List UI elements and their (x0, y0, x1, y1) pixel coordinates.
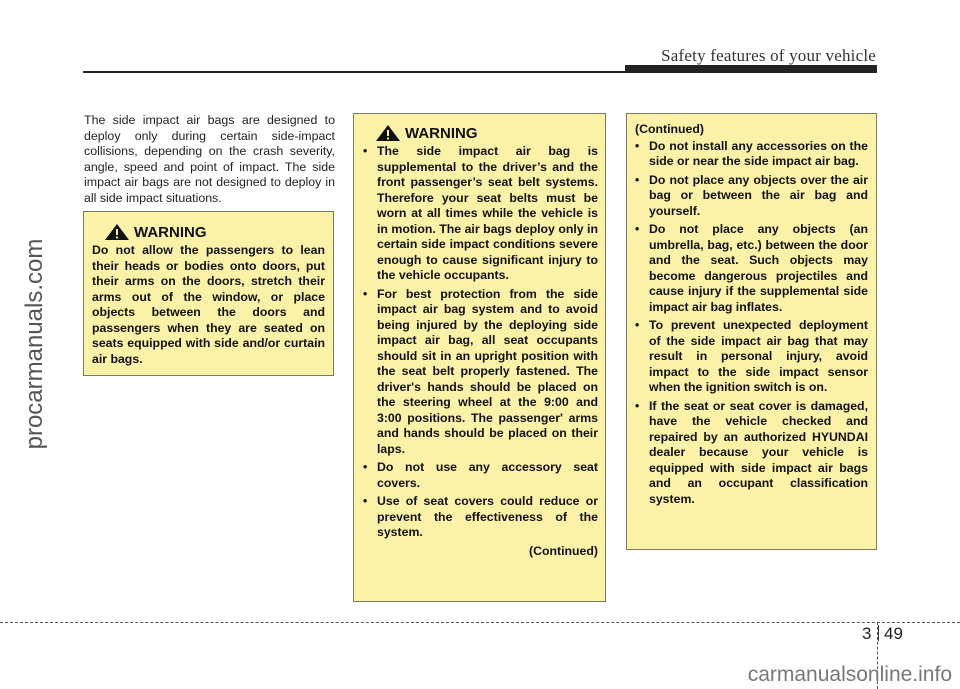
list-item (635, 222, 868, 315)
list-item-text: To prevent unexpected deployment of the side impact air bag that may result in personal injury, avoid impact to the side impact sensor when the ignition switch is on. (649, 318, 868, 394)
warning-text: Do not allow the passengers to lean their heads or bodies onto doors, put their arms on the doors, stretch their arms out of the window, or place objects between the doors and passengers when they are seated on seats equipped with side and/or curtain air bags. (92, 243, 325, 366)
bullet: • (635, 172, 640, 187)
list-item (635, 399, 868, 508)
warning-triangle-icon (104, 223, 130, 241)
list-item-text: Do not place any objects over the air bag or between the air bag and yourself. (649, 172, 868, 218)
footer-rule (0, 622, 960, 623)
warning-title: WARNING (405, 124, 478, 142)
warning-box-middle (353, 113, 606, 602)
list-item (363, 287, 598, 458)
bottom-watermark: carmanualsonline.info (747, 663, 952, 686)
list-item (635, 139, 868, 170)
list-item-text: Use of seat covers could reduce or prevent the effectiveness of the system. (377, 494, 598, 539)
warning-header (375, 124, 598, 142)
bullet: • (363, 460, 368, 474)
warning-box-right (626, 113, 877, 550)
continued-label: (Continued) (529, 543, 598, 558)
continued-label: (Continued) (635, 122, 704, 136)
page-number-divider (878, 625, 879, 641)
page-number: 49 (884, 624, 903, 643)
list-item-text: Do not use any accessory seat covers. (377, 460, 598, 490)
warning-list (635, 139, 868, 508)
list-item-text: If the seat or seat cover is damaged, have the vehicle checked and repaired by an authorized HYUNDAI dealer because your vehicle is equipped with side impact air bags and an occupant classification system. (649, 398, 868, 506)
list-item-text: Do not place any objects (an umbrella, bag, etc.) between the door and the seat. Such objects may become dangerous projectiles and cause injury if the supplemental side impact air bag inflates. (649, 222, 868, 314)
list-item-text: Do not install any accessories on the side or near the side impact air bag. (649, 138, 868, 168)
warning-header (104, 223, 325, 241)
warning-triangle-icon (375, 124, 401, 142)
list-item (635, 173, 868, 220)
list-item (363, 494, 598, 541)
list-item-text: For best protection from the side impact air bag system and to avoid being injured by the deploying side impact air bag, all seat occupants should sit in an upright position with the seat belt properly fastened. The driver's hands should be placed on the steering wheel at the 9:00 and 3:00 positions. The passenger' arms and hands should be placed on their laps. (377, 286, 598, 456)
bullet: • (635, 318, 640, 332)
header-bar (625, 65, 877, 73)
warning-title: WARNING (134, 223, 207, 241)
warning-list (363, 144, 598, 541)
chapter-number: 3 (862, 624, 872, 643)
list-item (635, 318, 868, 396)
bullet: • (635, 398, 640, 413)
list-item (363, 460, 598, 491)
warning-box-left (83, 211, 334, 376)
intro-paragraph: The side impact air bags are designed to deploy only during certain side-impact collisions, depending on the crash severity, angle, speed and point of impact. The side impact air bags are not designed to deploy in all side impact situations. (84, 113, 335, 205)
bullet: • (363, 144, 368, 158)
bullet: • (635, 222, 640, 236)
side-watermark: procarmanuals.com (21, 238, 48, 450)
bullet: • (635, 138, 640, 153)
list-item-text: The side impact air bag is supplemental to the driver’s and the front passenger’s seat belt systems. Therefore your seat belts must be worn at all times while the vehicle is in motion. The air bags deploy only in certain side impact conditions severe enough to cause significant injury to the vehicle occupants. (377, 144, 598, 282)
header-rule (83, 71, 625, 73)
bullet: • (363, 286, 368, 301)
list-item (363, 144, 598, 284)
bullet: • (363, 494, 368, 508)
section-title: Safety features of your vehicle (661, 46, 876, 65)
